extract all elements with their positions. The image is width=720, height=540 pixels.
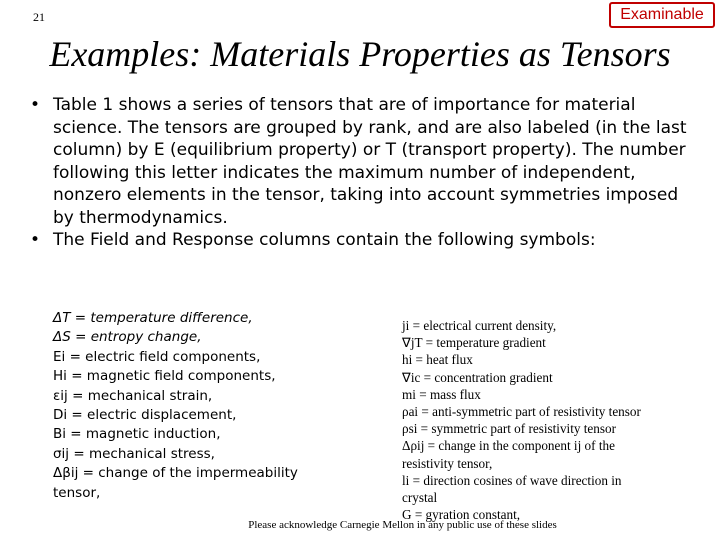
symbol-definition: ρai = anti-symmetric part of resistivity tensor — [402, 404, 641, 420]
symbol-definition: ji = electrical current density, — [402, 318, 557, 333]
symbol-list-right — [402, 317, 702, 523]
symbol-definition: εij = mechanical strain, — [53, 387, 213, 404]
bullet-list — [28, 94, 698, 252]
symbol-definition: hi = heat flux — [402, 352, 473, 368]
bullet-table-description: • Table 1 shows a series of tensors that are of importance for material science. The tensors are grouped by rank, and are also labeled (in the last column) by E (equilibrium property) or T (transport property). The number following this letter indicates the maximum number of independent, nonzero elements in the tensor, taking into account symmetries imposed by thermodynamics. — [28, 94, 698, 229]
slide-number: 21 — [33, 10, 45, 24]
symbol-definition: Ei = electric field components, — [53, 348, 261, 365]
symbol-definition: Δρij = change in the component ij of the — [402, 438, 615, 454]
slide-title: Examples: Materials Properties as Tensors — [49, 34, 671, 74]
symbol-definition: Di = electric displacement, — [53, 407, 237, 424]
symbol-definition: crystal — [402, 490, 438, 506]
symbol-definition: ∇ic = concentration gradient — [402, 369, 553, 385]
examinable-badge: Examinable — [609, 2, 715, 28]
symbol-definition: mi = mass flux — [402, 386, 481, 402]
symbol-definition: Δβij = change of the impermeability — [53, 465, 298, 482]
symbol-definition: li = direction cosines of wave direction in — [402, 472, 622, 488]
bullet-field-response: • The Field and Response columns contain the following symbols: — [28, 229, 698, 252]
symbol-definition: ∇jT = temperature gradient — [402, 335, 546, 351]
symbol-definition: ΔS = entropy change, — [53, 329, 202, 346]
symbol-definition: Hi = magnetic field components, — [53, 368, 276, 385]
symbol-definition: Bi = magnetic induction, — [53, 426, 221, 443]
symbol-definition: σij = mechanical stress, — [53, 445, 215, 462]
acknowledgement-footer: Please acknowledge Carnegie Mellon in any public use of these slides — [248, 519, 557, 531]
symbol-definition: ρsi = symmetric part of resistivity tensor — [402, 421, 616, 437]
symbol-list-left — [53, 309, 383, 503]
symbol-definition: tensor, — [53, 484, 101, 501]
symbol-definition: G = gyration constant, — [402, 507, 521, 523]
symbol-definition: ΔT = temperature difference, — [53, 310, 253, 326]
symbol-definition: resistivity tensor, — [402, 455, 493, 471]
